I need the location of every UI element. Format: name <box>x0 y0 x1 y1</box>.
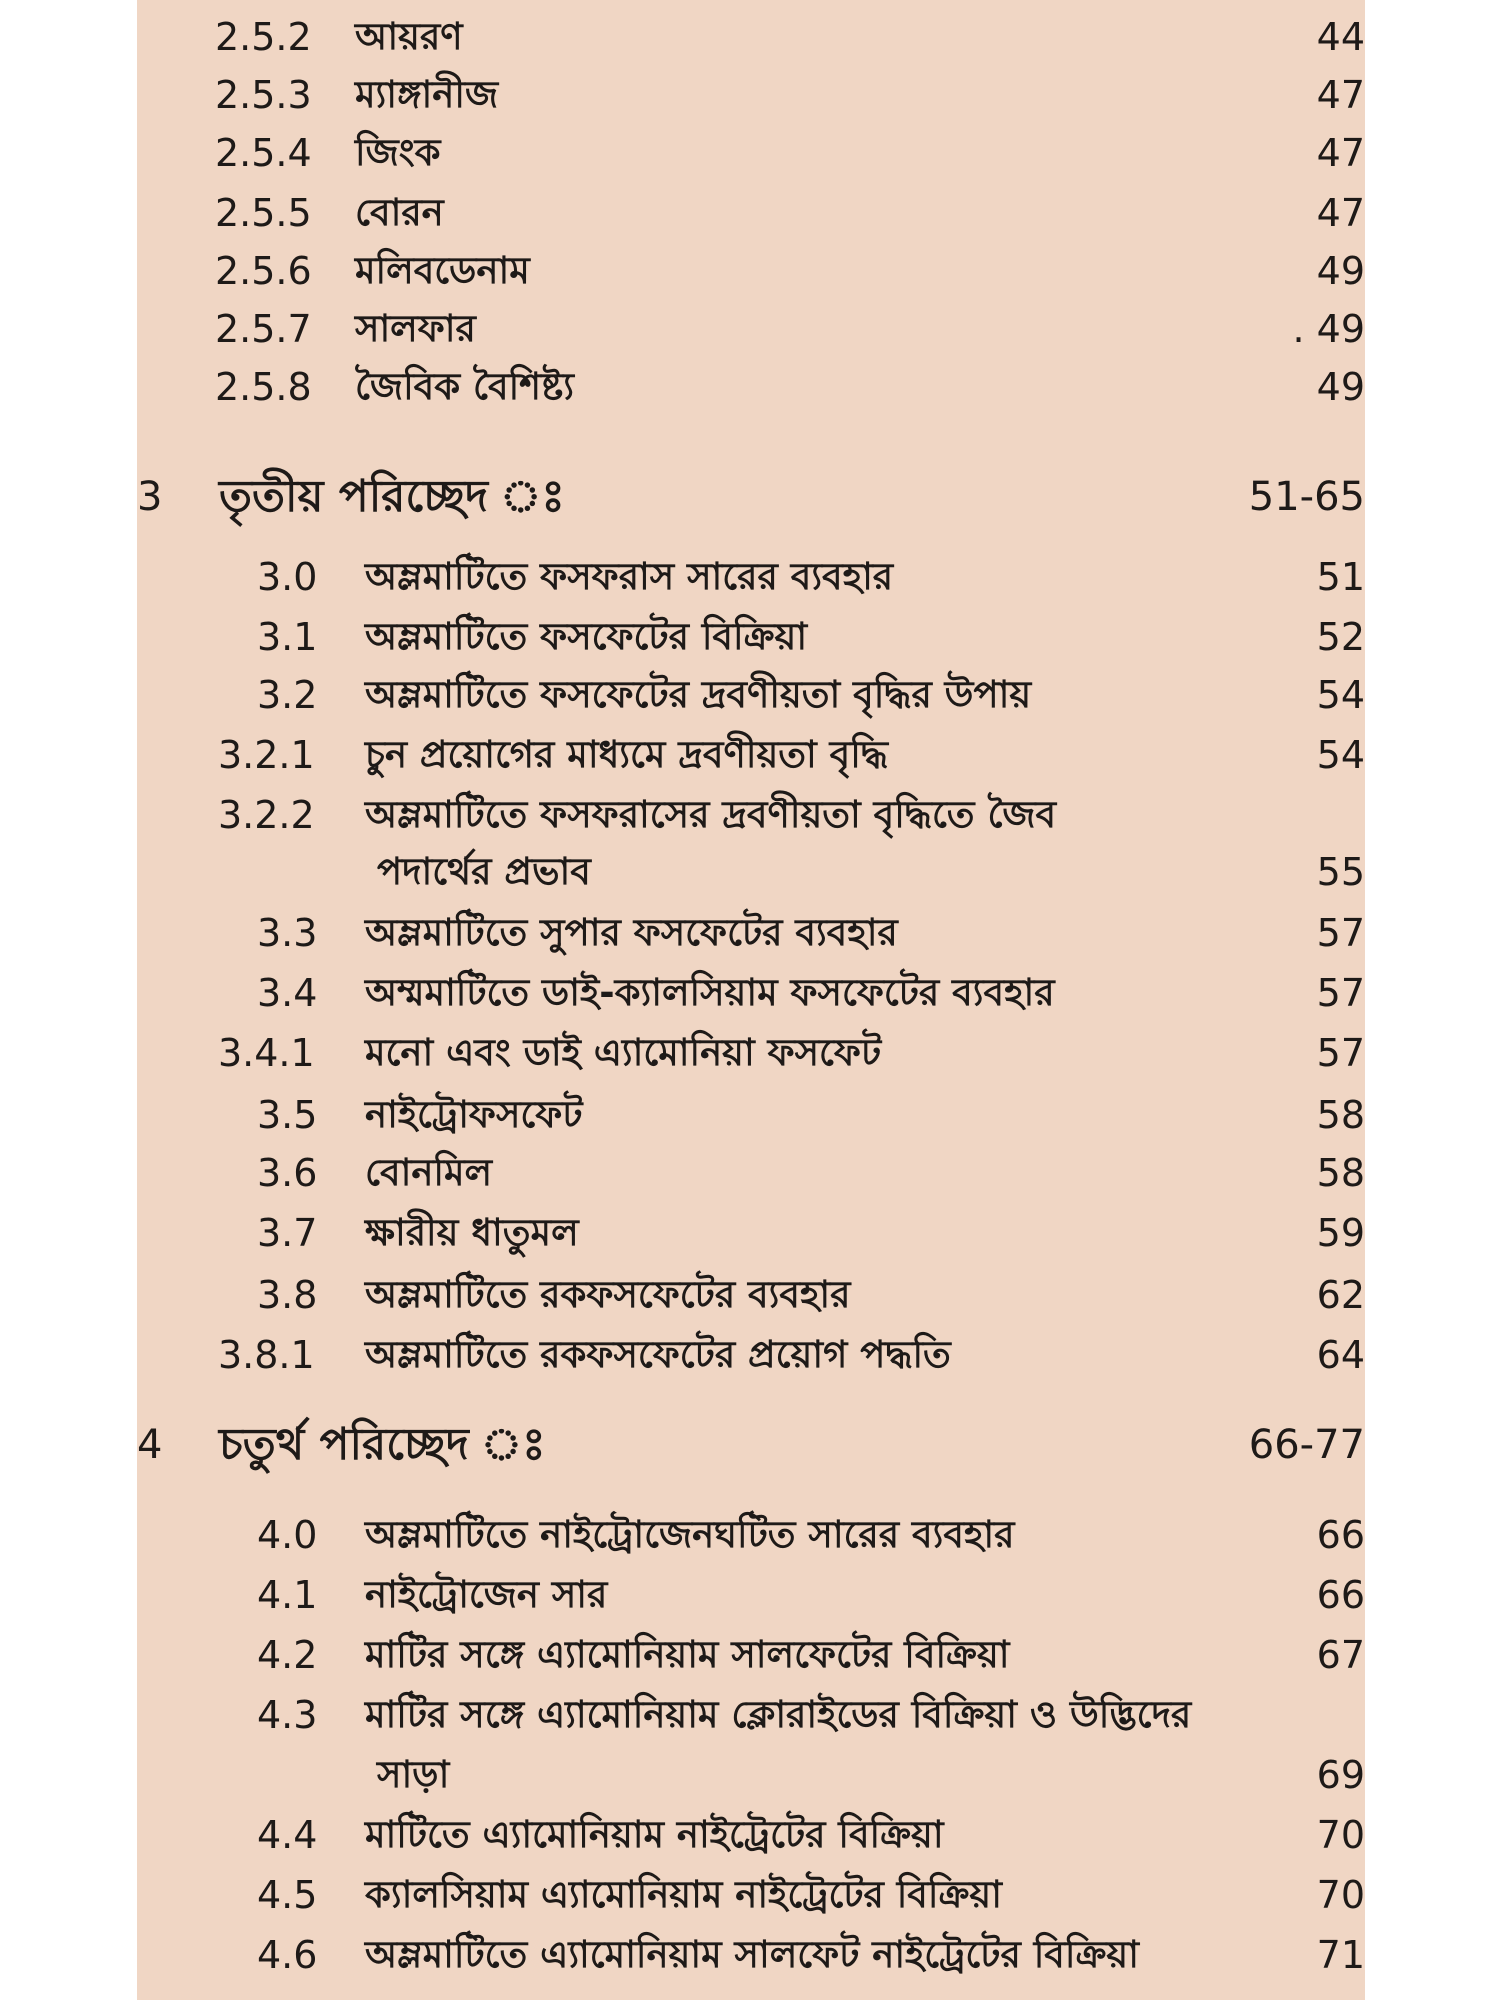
chapter-heading <box>137 470 1365 524</box>
section-title: অম্লমাটিতে সুপার ফসফেটের ব্যবহার <box>365 911 898 954</box>
toc-entry <box>137 1688 1365 1742</box>
toc-entry <box>137 302 1365 356</box>
toc-entry <box>137 244 1365 298</box>
section-title: চুন প্রয়োগের মাধ্যমে দ্রবণীয়তা বৃদ্ধি <box>365 733 888 776</box>
page-number: 70 <box>1316 1813 1365 1857</box>
section-number: 4.1 <box>257 1573 318 1617</box>
toc-entry <box>137 360 1365 414</box>
toc-entry-continuation <box>137 1748 1365 1802</box>
toc-entry <box>137 126 1365 180</box>
section-number: 2.5.6 <box>215 249 312 293</box>
page-number: 57 <box>1316 1031 1365 1075</box>
page-number: 57 <box>1316 971 1365 1015</box>
page-number: 59 <box>1316 1211 1365 1255</box>
section-number: 2.5.7 <box>215 307 312 351</box>
page-number: 47 <box>1316 191 1365 235</box>
section-number: 3.4.1 <box>218 1031 315 1075</box>
section-number: 3.8.1 <box>218 1333 315 1377</box>
page-number: 70 <box>1316 1873 1365 1917</box>
toc-entry-continuation <box>137 845 1365 899</box>
section-number: 2.5.4 <box>215 131 312 175</box>
page-number: 62 <box>1316 1273 1365 1317</box>
section-number: 4.2 <box>257 1633 318 1677</box>
page-number: 44 <box>1316 15 1365 59</box>
section-number: 4.3 <box>257 1693 318 1737</box>
section-title: চতুর্থ পরিচ্ছেদ ঃ <box>219 1419 546 1470</box>
toc-entry <box>137 1206 1365 1260</box>
toc-entry <box>137 1568 1365 1622</box>
section-title: মলিবডেনাম <box>355 249 530 292</box>
toc-entry <box>137 906 1365 960</box>
toc-entry <box>137 1628 1365 1682</box>
section-title: মাটির সঙ্গে এ্যামোনিয়াম ক্লোরাইডের বিক্রিয়া ও উদ্ভিদের <box>365 1693 1192 1736</box>
section-number: 2.5.2 <box>215 15 312 59</box>
section-number: 4.0 <box>257 1513 318 1557</box>
section-title: জিংক <box>355 131 441 174</box>
section-number: 4.6 <box>257 1933 318 1977</box>
toc-entry <box>137 1868 1365 1922</box>
toc-entry <box>137 788 1365 842</box>
section-number: 3.2 <box>257 673 318 717</box>
page-number: 47 <box>1316 73 1365 117</box>
toc-entry <box>137 550 1365 604</box>
page-number: 58 <box>1316 1151 1365 1195</box>
page-number: 67 <box>1316 1633 1365 1677</box>
section-number: 2.5.5 <box>215 191 312 235</box>
chapter-heading <box>137 1418 1365 1472</box>
section-title: অম্লমাটিতে ফসফরাস সারের ব্যবহার <box>365 555 894 598</box>
section-title: মনো এবং ডাই এ্যামোনিয়া ফসফেট <box>365 1031 882 1074</box>
section-title-continuation: পদার্থের প্রভাব <box>377 850 591 893</box>
section-title: ক্ষারীয় ধাতুমল <box>365 1211 579 1254</box>
toc-entry <box>137 1268 1365 1322</box>
section-number: 2.5.3 <box>215 73 312 117</box>
section-title: সালফার <box>355 307 476 350</box>
toc-entry <box>137 966 1365 1020</box>
section-number: 3.2.1 <box>218 733 315 777</box>
toc-entry <box>137 1328 1365 1382</box>
toc-entry <box>137 1026 1365 1080</box>
section-title: অম্লমাটিতে রকফসফেটের প্রয়োগ পদ্ধতি <box>365 1333 951 1376</box>
section-number: 4 <box>137 1422 163 1468</box>
toc-entry <box>137 1508 1365 1562</box>
section-title-continuation: সাড়া <box>377 1753 450 1796</box>
toc-entry <box>137 10 1365 64</box>
section-title: মাটিতে এ্যামোনিয়াম নাইট্রেটের বিক্রিয়া <box>365 1813 944 1856</box>
section-title: অম্মমাটিতে ডাই-ক্যালসিয়াম ফসফেটের ব্যবহার <box>365 971 1055 1014</box>
page-number: 52 <box>1316 615 1365 659</box>
toc-entry <box>137 610 1365 664</box>
page-number: 66-77 <box>1248 1422 1365 1468</box>
section-number: 3 <box>137 474 163 520</box>
section-title: মাটির সঙ্গে এ্যামোনিয়াম সালফেটের বিক্রিয়া <box>365 1633 1010 1676</box>
page-number: 64 <box>1316 1333 1365 1377</box>
toc-entry <box>137 1928 1365 1982</box>
page-number: 54 <box>1316 733 1365 777</box>
toc-entry <box>137 728 1365 782</box>
page-number: 47 <box>1316 131 1365 175</box>
toc-page <box>137 0 1365 2000</box>
section-title: অম্লমাটিতে ফসফেটের দ্রবণীয়তা বৃদ্ধির উপায় <box>365 673 1032 716</box>
section-number: 3.2.2 <box>218 793 315 837</box>
section-number: 3.0 <box>257 555 318 599</box>
section-title: অম্লমাটিতে রকফসফেটের ব্যবহার <box>365 1273 851 1316</box>
page-number: 49 <box>1316 249 1365 293</box>
toc-entry <box>137 1146 1365 1200</box>
page-number: . 49 <box>1292 307 1365 351</box>
section-title: অম্লমাটিতে ফসফেটের বিক্রিয়া <box>365 615 808 658</box>
section-number: 3.6 <box>257 1151 318 1195</box>
section-number: 3.5 <box>257 1093 318 1137</box>
section-number: 4.5 <box>257 1873 318 1917</box>
toc-entry <box>137 668 1365 722</box>
page-number: 54 <box>1316 673 1365 717</box>
section-title: বোনমিল <box>365 1151 493 1194</box>
page-number: 58 <box>1316 1093 1365 1137</box>
section-number: 3.1 <box>257 615 318 659</box>
toc-entry <box>137 1808 1365 1862</box>
section-title: জৈবিক বৈশিষ্ট্য <box>355 365 574 408</box>
page-number: 57 <box>1316 911 1365 955</box>
section-number: 2.5.8 <box>215 365 312 409</box>
page-number: 49 <box>1316 365 1365 409</box>
section-number: 3.7 <box>257 1211 318 1255</box>
section-title: অম্লমাটিতে নাইট্রোজেনঘটিত সারের ব্যবহার <box>365 1513 1015 1556</box>
toc-entry <box>137 68 1365 122</box>
section-title: ক্যালসিয়াম এ্যামোনিয়াম নাইট্রেটের বিক্রিয়া <box>365 1873 1002 1916</box>
page-number: 51 <box>1316 555 1365 599</box>
section-number: 3.8 <box>257 1273 318 1317</box>
section-title: অম্লমাটিতে ফসফরাসের দ্রবণীয়তা বৃদ্ধিতে জৈব <box>365 793 1057 836</box>
section-number: 3.4 <box>257 971 318 1015</box>
page-number: 71 <box>1316 1933 1365 1977</box>
page-number: 69 <box>1316 1753 1365 1797</box>
section-title: নাইট্রোজেন সার <box>365 1573 608 1616</box>
toc-entry <box>137 1088 1365 1142</box>
section-title: আয়রণ <box>355 15 463 58</box>
section-number: 4.4 <box>257 1813 318 1857</box>
section-title: তৃতীয় পরিচ্ছেদ ঃ <box>219 471 565 522</box>
page-number: 55 <box>1316 850 1365 894</box>
section-title: বোরন <box>355 191 444 234</box>
toc-entry <box>137 186 1365 240</box>
section-title: নাইট্রোফসফেট <box>365 1093 583 1136</box>
section-title: অম্লমাটিতে এ্যামোনিয়াম সালফেট নাইট্রেটের বিক্রিয়া <box>365 1933 1139 1976</box>
section-title: ম্যাঙ্গানীজ <box>355 73 499 116</box>
page-number: 66 <box>1316 1513 1365 1557</box>
page-number: 66 <box>1316 1573 1365 1617</box>
section-number: 3.3 <box>257 911 318 955</box>
page-number: 51-65 <box>1248 474 1365 520</box>
